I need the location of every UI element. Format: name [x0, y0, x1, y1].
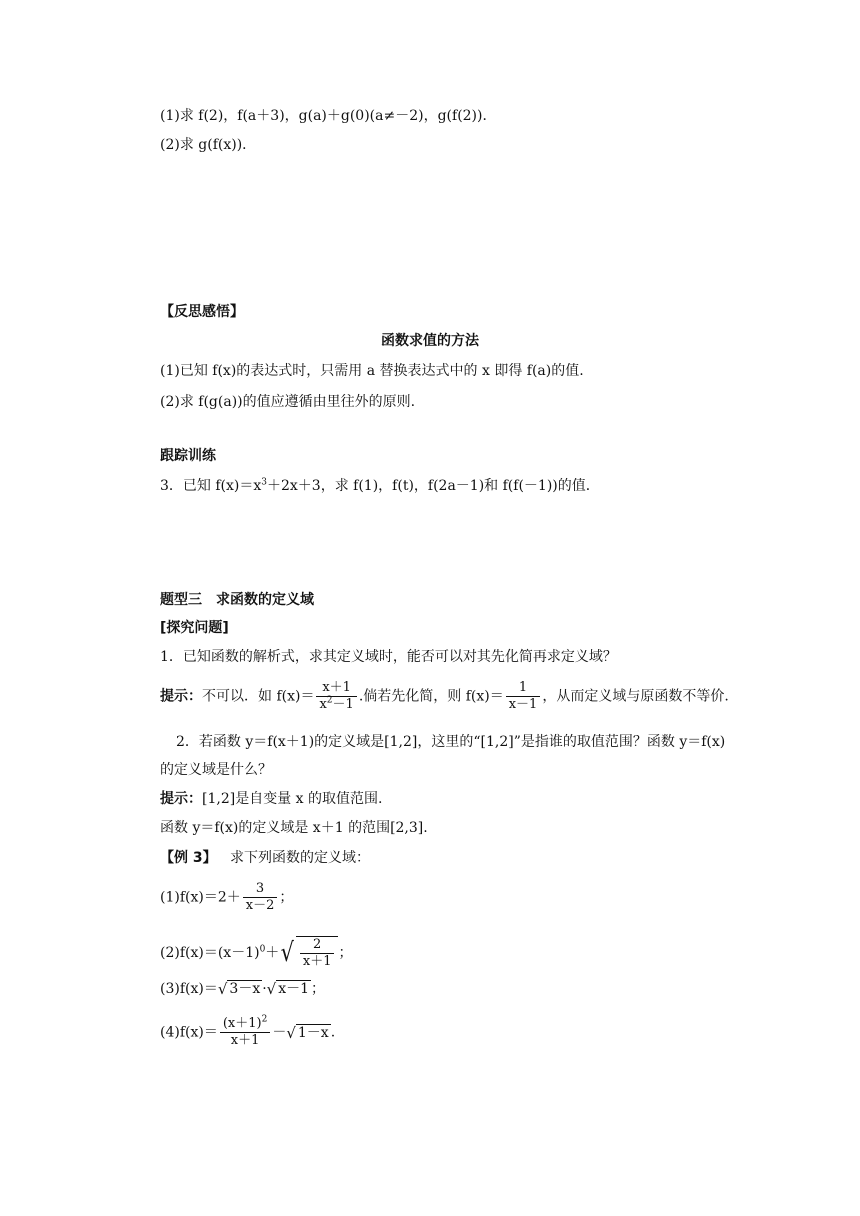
reflection-point-1: (1)已知 f(x)的表达式时，只需用 a 替换表达式中的 x 即得 f(a)的值.: [160, 363, 584, 379]
q3-prefix: 3．已知 f(x)＝x: [160, 478, 262, 494]
fraction-denominator: x－1: [508, 697, 538, 712]
hint-2-line-2: 函数 y＝f(x)的定义域是 x＋1 的范围[2,3].: [160, 820, 428, 836]
example-label: 【例 3】: [160, 850, 217, 866]
explore-question-2-line-2: 的定义域是什么？: [160, 762, 272, 778]
square-root: √ 3－x: [217, 980, 261, 998]
hint-2: [160, 789, 382, 809]
reflection-point-2: (2)求 f(g(a))的值应遵循由里往外的原则.: [160, 394, 416, 410]
fraction: $\frac{(x+1)^2}{x+1}$: [220, 1016, 270, 1049]
explore-question-2-line-1: 2．若函数 y＝f(x＋1)的定义域是[1,2]，这里的“[1,2]”是指谁的取值范围？函数 y＝f(x): [176, 734, 726, 750]
fraction-numerator: x＋1: [316, 680, 356, 697]
fraction-numerator: 1: [506, 680, 541, 697]
reflection-heading: 【反思感悟】: [160, 304, 244, 320]
explore-question-1: 1．已知函数的解析式，求其定义域时，能否可以对其先化简再求定义域？: [160, 649, 617, 665]
q3-exponent: 3: [261, 477, 267, 488]
square-root: √ x－1: [266, 980, 310, 998]
hint-2-text: [1,2]是自变量 x 的取值范围.: [202, 791, 383, 807]
square-root: √ 1－x: [286, 1023, 329, 1042]
fraction-denominator: $x^2-1$: [319, 695, 354, 712]
training-heading: 跟踪训练: [160, 448, 216, 464]
hint-1: [160, 680, 729, 713]
question-part-2: (2)求 g(f(x))．: [160, 137, 257, 153]
hint-1-text-c: ，从而定义域与原函数不等价.: [542, 688, 729, 705]
section-title: 题型三 求函数的定义域: [160, 592, 314, 608]
hint-1-fraction-2: [506, 680, 541, 713]
hint-label: 提示：: [160, 688, 202, 705]
fraction: $\frac{3}{x-2}$: [243, 881, 278, 914]
hint-1-text-b: .倘若先化简，则 f(x)＝: [358, 688, 504, 705]
example-item-3: (3)f(x)＝ √ 3－x · √ x－1 ；: [160, 980, 326, 998]
explore-heading: [探究问题]: [160, 620, 229, 636]
training-question-3: [160, 476, 600, 496]
hint-label: 提示：: [160, 791, 202, 807]
reflection-title: 函数求值的方法: [381, 333, 479, 349]
example-item-2: $(2)f(x)=(x-1)^0+$ √ $\frac{2}{x+1}$ ；: [160, 937, 353, 969]
example-3-heading: [160, 848, 370, 868]
hint-1-text-a: 不可以．如 f(x)＝: [202, 688, 315, 705]
example-prompt: 求下列函数的定义域：: [229, 850, 370, 866]
q3-suffix: ＋2x＋3，求 f(1)，f(t)，f(2a－1)和 f(f(－1))的值．: [267, 478, 600, 494]
example-item-1: (1)f(x)＝2＋ $\frac{3}{x-2}$ ；: [160, 881, 294, 913]
fraction: $\frac{2}{x+1}$: [300, 937, 335, 970]
hint-1-fraction-1: [316, 680, 356, 713]
square-root: √ $\frac{2}{x+1}$: [279, 936, 338, 970]
question-part-1: (1)求 f(2)，f(a＋3)，g(a)＋g(0)(a≠－2)，g(f(2))．: [160, 108, 497, 124]
example-item-4: (4)f(x)＝ $\frac{(x+1)^2}{x+1}$ － √ 1－x .: [160, 1014, 336, 1048]
